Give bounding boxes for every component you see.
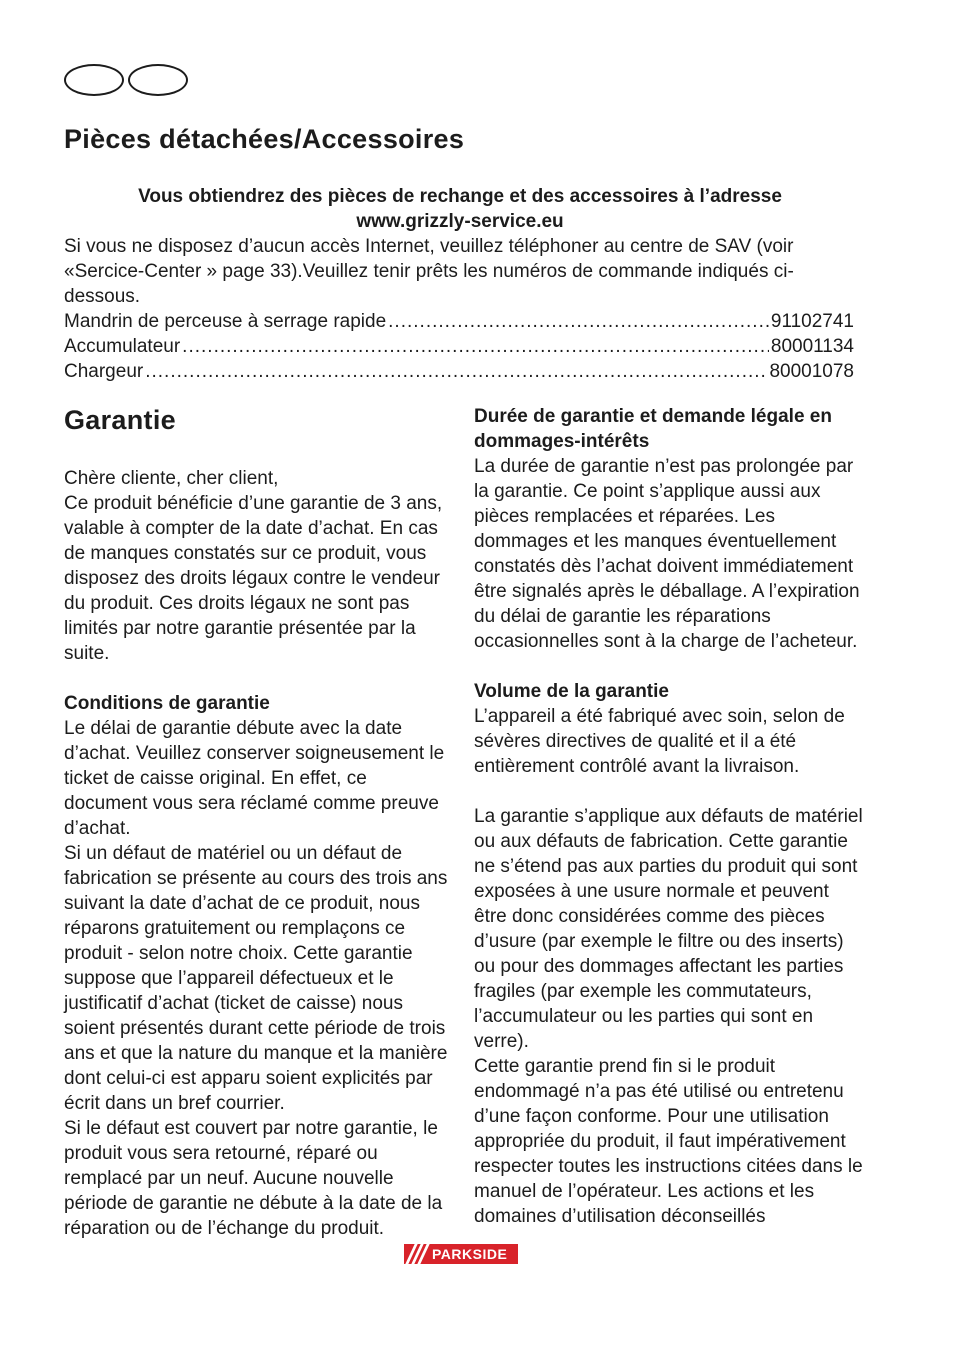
logo-stripes-icon <box>404 1244 432 1264</box>
warranty-left-column <box>64 404 454 1241</box>
language-oval-right <box>128 64 188 96</box>
parkside-logo <box>404 1244 518 1264</box>
scope-paragraph: La garantie s’applique aux défauts de matériel ou aux défauts de fabrication. Cette garantie ne s’étend pas aux parties du produit qui sont exposées à une usure normale et peuvent être donc considérées comme des pièces d’usure (par exemple le filtre ou des inserts) ou pour des dommages affectant les parties fragiles (par exemple les commutateurs, l’accumulateur ou les parties qui sont en verre). <box>474 806 863 1052</box>
warranty-title: Garantie <box>64 405 176 435</box>
part-name: Mandrin de perceuse à serrage rapide <box>64 311 387 332</box>
greeting: Chère cliente, cher client, <box>64 468 279 489</box>
part-number: 80001134 <box>770 336 854 357</box>
parts-text: Si vous ne disposez d’aucun accès Internet, veuillez téléphoner au centre de SAV (voir «Sercice-Center » page 33).Veuillez tenir prêts les numéros de commande indiqués ci-dessous. <box>64 236 794 307</box>
language-oval-left <box>64 64 124 96</box>
conditions-paragraph: Si un défaut de matériel ou un défaut de fabrication se présente au cours des trois ans suivant la date d’achat de ce produit, nous réparons gratuitement ou remplaçons ce produit - selon notre choix. Cette garantie suppose que l’appareil défectueux et le justificatif d’achat (ticket de caisse) nous soient présentés durant cette période de trois ans et que la nature du manque et la manière dont celui-ci est apparu soient explicités par écrit dans un bref courrier. <box>64 843 448 1114</box>
conditions-paragraph: Le délai de garantie débute avec la date d’achat. Veuillez conserver soigneusement le ticket de caisse original. En effet, ce document vous sera réclamé comme preuve d’achat. <box>64 718 445 839</box>
scope-paragraph: Cette garantie prend fin si le produit endommagé n’a pas été utilisé ou entretenu d’une façon conforme. Pour une utilisation appropriée du produit, il faut impérativement respecter toutes les instructions citées dans le manuel de l’opérateur. Les actions et les domaines d’utilisation déconseillés <box>474 1056 863 1227</box>
conditions-heading: Conditions de garantie <box>64 693 270 714</box>
part-name: Accumulateur <box>64 336 181 357</box>
part-number: 80001078 <box>769 361 854 382</box>
parts-list-item <box>64 334 854 359</box>
part-number: 91102741 <box>770 311 854 332</box>
parts-bold-intro <box>64 184 856 234</box>
parts-title: Pièces détachées/Accessoires <box>64 124 465 154</box>
parts-list <box>64 309 854 384</box>
conditions-paragraph: Si le défaut est couvert par notre garantie, le produit vous sera retourné, réparé ou remplacé par un neuf. Aucune nouvelle période de garantie ne débute à la date de la réparation ou de l’échange du produit. <box>64 1118 443 1239</box>
duration-heading: Durée de garantie et demande légale en dommages-intérêts <box>474 406 832 452</box>
logo-text: PARKSIDE <box>432 1246 508 1262</box>
parts-list-item <box>64 359 854 384</box>
parts-list-item <box>64 309 854 334</box>
language-marker <box>64 64 190 100</box>
duration-paragraph: La durée de garantie n’est pas prolongée par la garantie. Ce point s’applique aussi aux pièces remplacées et réparées. Les dommages et les manques éventuellement constatés dès l’achat doivent immédiatement être signalés après le déballage. A l’expiration du délai de garantie les réparations occasionnelles sont à la charge de l’acheteur. <box>474 456 860 652</box>
parts-website: www.grizzly-service.eu <box>356 211 564 232</box>
part-name: Chargeur <box>64 361 144 382</box>
warranty-intro: Ce produit bénéficie d’une garantie de 3 ans, valable à compter de la date d’achat. En cas de manques constatés sur ce produit, vous disposez des droits légaux contre le vendeur du produit. Ces droits légaux ne sont pas limités par notre garantie présentée par la suite. <box>64 493 443 664</box>
parts-bold-line1: Vous obtiendrez des pièces de rechange et des accessoires à l’adresse <box>138 186 782 207</box>
scope-paragraph: L’appareil a été fabriqué avec soin, selon de sévères directives de qualité et il a été entièrement contrôlé avant la livraison. <box>474 706 845 777</box>
warranty-right-column <box>474 404 866 1229</box>
scope-heading: Volume de la garantie <box>474 681 669 702</box>
